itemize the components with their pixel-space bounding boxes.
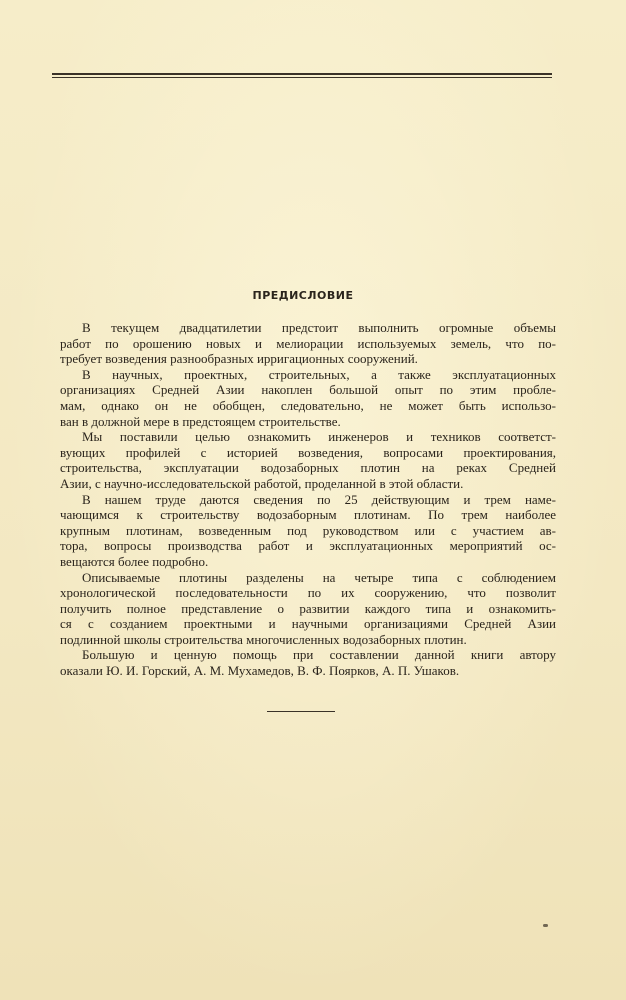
- header-rule-thick: [52, 73, 552, 75]
- text-line: работ по орошению новых и мелиорации используемых земель, что по-: [60, 335, 556, 351]
- closing-rule: [267, 711, 335, 712]
- text-line: крупным плотинам, возведенным под руководством или с участием ав-: [60, 522, 556, 538]
- paragraph: [60, 429, 556, 491]
- paragraph: [60, 647, 556, 678]
- text-line: вующих профилей с историей возведения, вопросами проектирования,: [60, 444, 556, 460]
- text-line: оказали Ю. И. Горский, А. М. Мухамедов, В. Ф. Поярков, А. П. Ушаков.: [60, 663, 460, 679]
- text-line: ся с созданием проектными и научными организациями Средней Азии: [60, 616, 556, 632]
- text-line: Мы поставили целью ознакомить инженеров и техников соответст-: [82, 429, 556, 445]
- text-line: В нашем труде даются сведения по 25 действующим и трем наме-: [82, 491, 556, 507]
- text-line: строительства, эксплуатации водозаборных плотин на реках Средней: [60, 460, 556, 476]
- text-line: Большую и ценную помощь при составлении данной книги автору: [82, 647, 556, 663]
- paragraph: [60, 570, 556, 648]
- text-line: хронологической последовательности по их сооружению, что позволит: [60, 585, 556, 601]
- text-line: ван в должной мере в предстоящем строительстве.: [60, 413, 341, 429]
- text-line: получить полное представление о развитии каждого типа и ознакомить-: [60, 600, 556, 616]
- text-line: подлинной школы строительства многочисленных водозаборных плотин.: [60, 631, 467, 647]
- paragraph: [60, 367, 556, 429]
- page-mark: [543, 924, 548, 927]
- text-line: требует возведения разнообразных ирригационных сооружений.: [60, 351, 418, 367]
- text-line: мам, однако он не обобщен, следовательно, не может быть использо-: [60, 397, 556, 413]
- text-line: чающимся к строительству водозаборным плотинам. По трем наиболее: [60, 507, 556, 523]
- text-line: вещаются более подробно.: [60, 553, 209, 569]
- section-heading: ПРЕДИСЛОВИЕ: [252, 289, 354, 302]
- text-line: В текущем двадцатилетии предстоит выполнить огромные объемы: [82, 320, 556, 335]
- paragraph: [60, 492, 556, 570]
- text-line: Описываемые плотины разделены на четыре типа с соблюдением: [82, 569, 556, 585]
- header-rule-thin: [52, 77, 552, 78]
- text-line: Азии, с научно-исследовательской работой, проделанной в этой области.: [60, 475, 464, 491]
- preface-body: [60, 320, 556, 679]
- paragraph: [60, 320, 556, 367]
- text-line: В научных, проектных, строительных, а также эксплуатационных: [82, 366, 556, 382]
- text-line: тора, вопросы производства работ и эксплуатационных мероприятий ос-: [60, 538, 556, 554]
- text-line: организациях Средней Азии накоплен большой опыт по этим пробле-: [60, 382, 556, 398]
